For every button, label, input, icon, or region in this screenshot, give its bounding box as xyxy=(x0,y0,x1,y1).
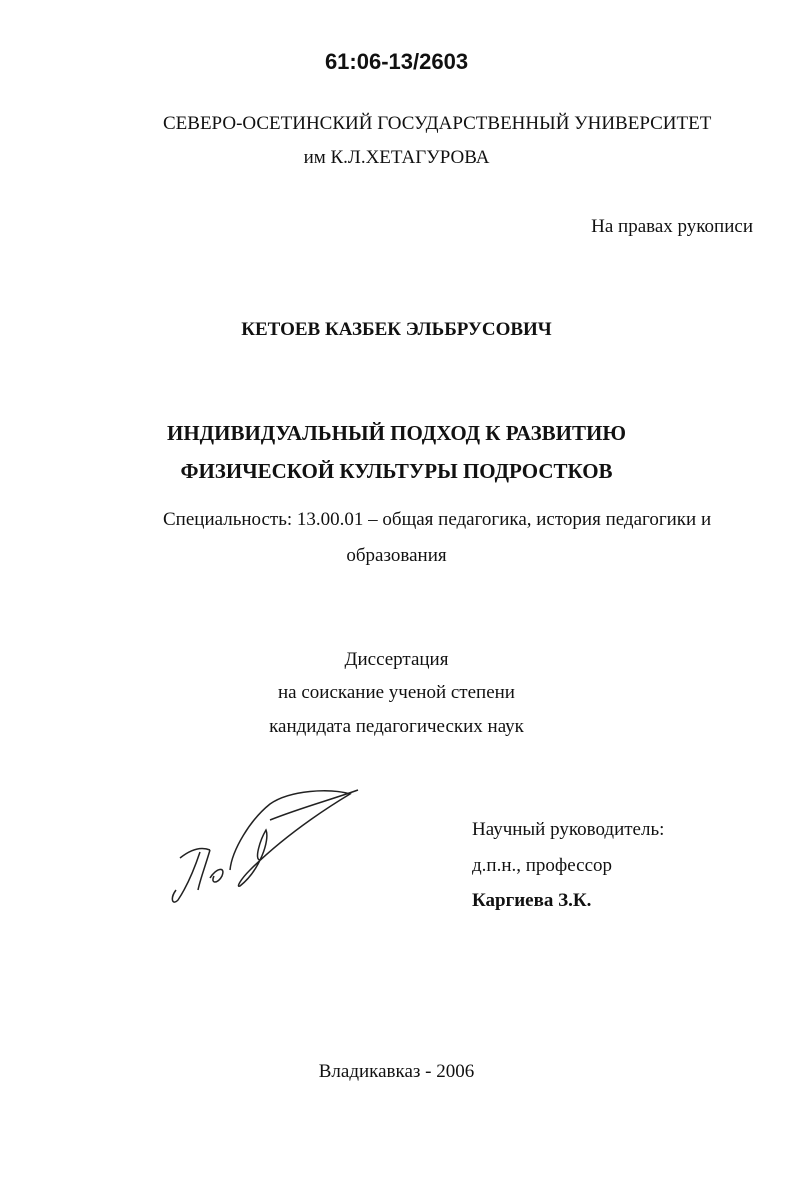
degree-line-2: на соискание ученой степени xyxy=(278,682,515,703)
supervisor-degree: д.п.н., профессор xyxy=(472,855,613,876)
university-named-after: им К.Л.ХЕТАГУРОВА xyxy=(303,147,490,168)
degree-line-1: Диссертация xyxy=(344,649,449,670)
supervisor-name: Каргиева З.К. xyxy=(472,890,592,911)
manuscript-note: На правах рукописи xyxy=(591,216,753,237)
supervisor-label: Научный руководитель: xyxy=(472,819,665,840)
university-name: СЕВЕРО-ОСЕТИНСКИЙ ГОСУДАРСТВЕННЫЙ УНИВЕРСИТЕТ xyxy=(163,113,712,134)
dissertation-title-line-1: ИНДИВИДУАЛЬНЫЙ ПОДХОД К РАЗВИТИЮ xyxy=(167,421,626,445)
specialty-line-2: образования xyxy=(346,545,447,566)
registry-code: 61:06-13/2603 xyxy=(324,49,469,74)
signature xyxy=(170,780,360,910)
dissertation-title-line-2: ФИЗИЧЕСКОЙ КУЛЬТУРЫ ПОДРОСТКОВ xyxy=(180,459,613,483)
degree-line-3: кандидата педагогических наук xyxy=(269,716,524,737)
city-year: Владикавказ - 2006 xyxy=(318,1061,475,1082)
specialty-line-1: Специальность: 13.00.01 – общая педагогика, история педагогики и xyxy=(163,509,712,530)
author-name: КЕТОЕВ КАЗБЕК ЭЛЬБРУСОВИЧ xyxy=(241,319,552,340)
